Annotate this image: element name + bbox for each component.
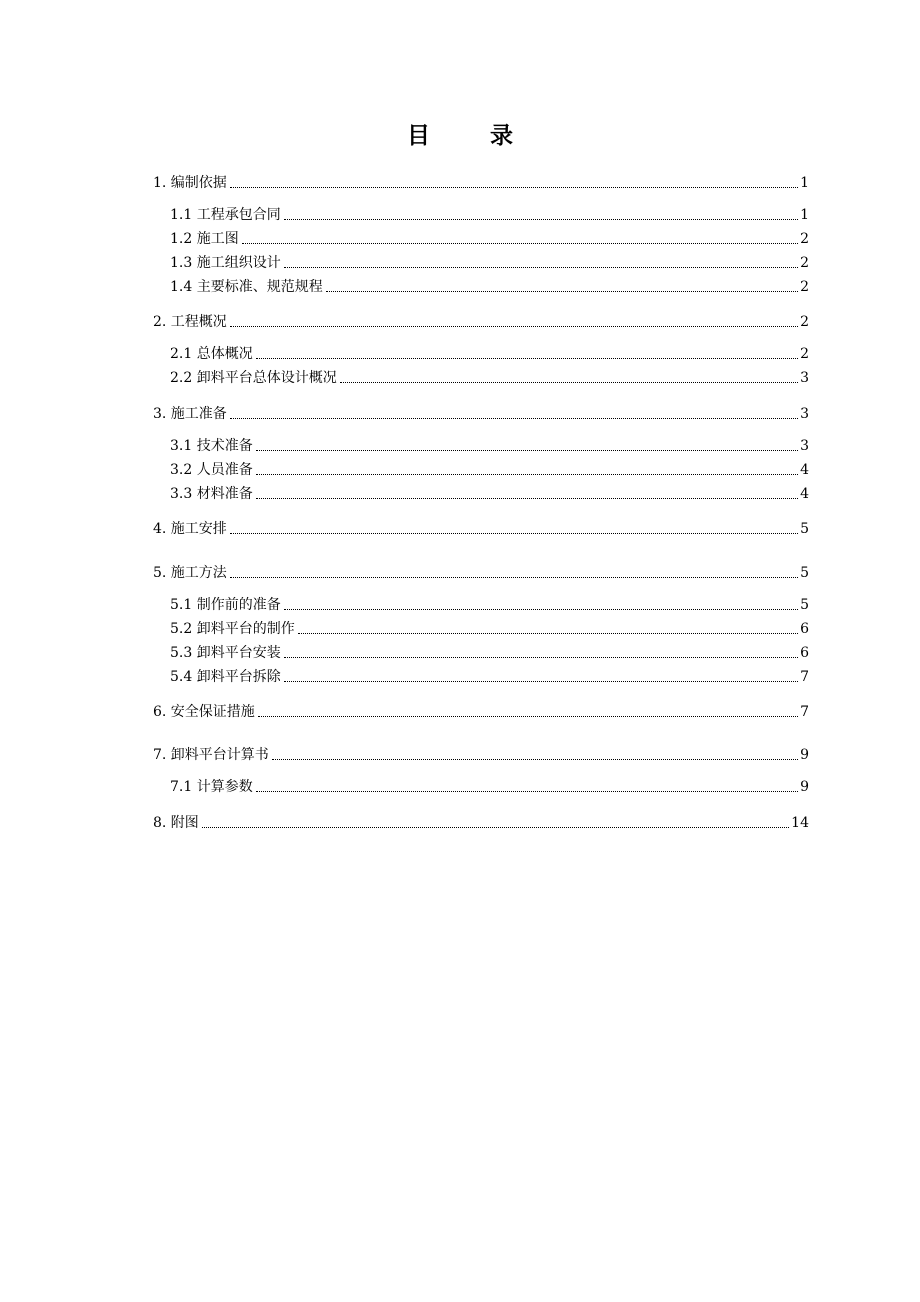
toc-leader-dots: [202, 826, 789, 828]
toc-entry-label: 5.3 卸料平台安装: [170, 645, 281, 661]
toc-entry-page: 3: [800, 406, 809, 422]
toc-entry-page: 2: [800, 314, 809, 330]
toc-entry-page: 9: [800, 747, 809, 763]
toc-entry[interactable]: [153, 812, 809, 834]
toc-entry-page: 7: [800, 669, 809, 685]
toc-entry[interactable]: [170, 483, 809, 505]
toc-entry[interactable]: [153, 562, 809, 584]
toc-entry[interactable]: [153, 403, 809, 425]
toc-entry-page: 6: [800, 621, 809, 637]
toc-entry[interactable]: [170, 776, 809, 798]
toc-entry[interactable]: [170, 594, 809, 616]
toc-entry-label: 2.2 卸料平台总体设计概况: [170, 370, 337, 386]
toc-entry-label: 2.1 总体概况: [170, 346, 253, 362]
toc-entry[interactable]: [153, 518, 809, 540]
toc-leader-dots: [284, 608, 798, 610]
toc-leader-dots: [230, 576, 798, 578]
toc-leader-dots: [340, 381, 798, 383]
toc-entry-label: 5.2 卸料平台的制作: [170, 621, 295, 637]
toc-entry-page: 9: [800, 779, 809, 795]
toc-entry[interactable]: [170, 276, 809, 298]
toc-leader-dots: [230, 417, 798, 419]
toc-leader-dots: [256, 473, 798, 475]
toc-leader-dots: [284, 680, 798, 682]
toc-leader-dots: [242, 242, 798, 244]
toc-entry-page: 1: [800, 175, 809, 191]
toc-entry[interactable]: [170, 459, 809, 481]
toc-leader-dots: [284, 266, 798, 268]
toc-entry-page: 5: [800, 521, 809, 537]
toc-entry[interactable]: [170, 252, 809, 274]
toc-entry-label: 1.1 工程承包合同: [170, 207, 281, 223]
toc-entry-page: 1: [800, 207, 809, 223]
toc-leader-dots: [298, 632, 798, 634]
toc-entry-page: 2: [800, 255, 809, 271]
toc-entry-label: 5. 施工方法: [153, 565, 227, 581]
page-title: 目 录: [406, 122, 539, 149]
toc-entry-page: 2: [800, 231, 809, 247]
toc-entry[interactable]: [153, 701, 809, 723]
toc-leader-dots: [230, 325, 798, 327]
toc-entry-label: 3.2 人员准备: [170, 462, 253, 478]
toc-entry-label: 1. 编制依据: [153, 175, 227, 191]
toc-entry-label: 1.3 施工组织设计: [170, 255, 281, 271]
toc-leader-dots: [256, 449, 798, 451]
toc-leader-dots: [256, 497, 798, 499]
toc-entry-label: 6. 安全保证措施: [153, 704, 255, 720]
toc-entry-label: 1.4 主要标准、规范规程: [170, 279, 323, 295]
toc-leader-dots: [258, 715, 798, 717]
toc-leader-dots: [326, 290, 798, 292]
toc-entry-label: 3. 施工准备: [153, 406, 227, 422]
toc-entry-page: 5: [800, 597, 809, 613]
toc-entry-page: 5: [800, 565, 809, 581]
toc-entry-label: 3.1 技术准备: [170, 438, 253, 454]
toc-entry[interactable]: [153, 172, 809, 194]
toc-entry[interactable]: [170, 666, 809, 688]
toc-entry-page: 2: [800, 346, 809, 362]
toc-entry-page: 3: [800, 438, 809, 454]
toc-entry[interactable]: [153, 311, 809, 333]
toc-entry-page: 6: [800, 645, 809, 661]
toc-leader-dots: [230, 532, 798, 534]
toc-entry-label: 3.3 材料准备: [170, 486, 253, 502]
toc-leader-dots: [284, 656, 798, 658]
toc-entry-label: 2. 工程概况: [153, 314, 227, 330]
toc-leader-dots: [272, 758, 798, 760]
toc-entry-label: 7.1 计算参数: [170, 779, 253, 795]
toc-entry[interactable]: [170, 343, 809, 365]
toc-entry-page: 14: [791, 815, 809, 831]
toc-entry-page: 2: [800, 279, 809, 295]
toc-entry-page: 3: [800, 370, 809, 386]
toc-entry-label: 4. 施工安排: [153, 521, 227, 537]
toc-entry-label: 5.1 制作前的准备: [170, 597, 281, 613]
toc-entry-label: 8. 附图: [153, 815, 199, 831]
toc-entry-page: 4: [800, 462, 809, 478]
toc-leader-dots: [256, 790, 798, 792]
toc-entry[interactable]: [170, 367, 809, 389]
toc-entry-label: 7. 卸料平台计算书: [153, 747, 269, 763]
toc-entry-page: 4: [800, 486, 809, 502]
toc-entry-page: 7: [800, 704, 809, 720]
toc-leader-dots: [230, 186, 798, 188]
toc-entry-label: 1.2 施工图: [170, 231, 239, 247]
toc-entry[interactable]: [170, 204, 809, 226]
toc-entry[interactable]: [170, 435, 809, 457]
toc-entry-label: 5.4 卸料平台拆除: [170, 669, 281, 685]
toc-entry[interactable]: [170, 618, 809, 640]
toc-entry[interactable]: [170, 642, 809, 664]
toc-entry[interactable]: [153, 744, 809, 766]
toc-entry[interactable]: [170, 228, 809, 250]
toc-leader-dots: [256, 357, 798, 359]
toc-leader-dots: [284, 218, 798, 220]
